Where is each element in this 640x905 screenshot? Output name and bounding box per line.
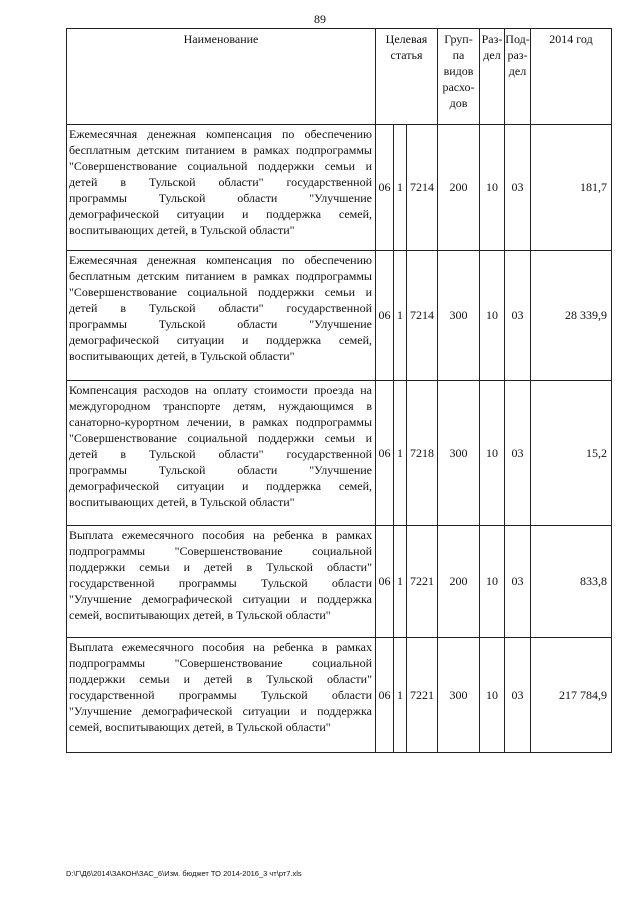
row-program: 06 xyxy=(376,638,394,753)
row-name-line: воспитывающих детей, в Тульской области" xyxy=(69,223,295,237)
row-name-line: воспитывающих детей, в Тульской области" xyxy=(69,349,295,363)
row-name-line: бесплатным детским питанием в рамках подпрограммы xyxy=(69,269,372,283)
row-name xyxy=(67,381,376,526)
row-section: 10 xyxy=(480,381,505,526)
row-expense-group: 300 xyxy=(438,251,480,381)
row-code: 7221 xyxy=(407,526,438,638)
table-row xyxy=(67,381,612,526)
header-target-article: Целевая статья xyxy=(376,29,438,125)
row-expense-group: 300 xyxy=(438,381,480,526)
row-code: 7214 xyxy=(407,251,438,381)
table-row xyxy=(67,526,612,638)
row-amount: 833,8 xyxy=(531,526,612,638)
table-row xyxy=(67,638,612,753)
row-name-line: поддержки семьи и детей в Тульской области" xyxy=(69,672,372,686)
row-code: 7221 xyxy=(407,638,438,753)
table-row xyxy=(67,125,612,251)
row-section: 10 xyxy=(480,526,505,638)
row-subprogram: 1 xyxy=(394,526,407,638)
row-name-line: государственной программы Тульской области xyxy=(69,688,372,702)
row-amount: 15,2 xyxy=(531,381,612,526)
row-subprogram: 1 xyxy=(394,638,407,753)
table-row xyxy=(67,251,612,381)
budget-table xyxy=(66,28,612,753)
row-subsection: 03 xyxy=(505,381,531,526)
row-name-line: "Совершенствование социальной поддержки семьи и xyxy=(69,285,372,299)
row-section: 10 xyxy=(480,251,505,381)
row-name-line: воспитывающих детей, в Тульской области" xyxy=(69,495,295,509)
row-program: 06 xyxy=(376,125,394,251)
row-name-line: демографической ситуации и поддержка семей, xyxy=(69,333,372,347)
row-name-line: государственной программы Тульской области xyxy=(69,576,372,590)
row-name xyxy=(67,251,376,381)
row-name-line: подпрограммы "Совершенствование социальной xyxy=(69,544,372,558)
row-program: 06 xyxy=(376,526,394,638)
row-name-line: "Совершенствование социальной поддержки семьи и xyxy=(69,431,372,445)
row-name-line: программы Тульской области "Улучшение xyxy=(69,191,372,205)
row-subsection: 03 xyxy=(505,638,531,753)
row-name-line: "Совершенствование социальной поддержки семьи и xyxy=(69,159,372,173)
row-section: 10 xyxy=(480,125,505,251)
row-name-line: семей, воспитывающих детей, в Тульской области" xyxy=(69,608,331,622)
row-name-line: Выплата ежемесячного пособия на ребенка в рамках xyxy=(69,640,372,654)
row-name xyxy=(67,526,376,638)
row-name-line: Выплата ежемесячного пособия на ребенка в рамках xyxy=(69,528,372,542)
table-header-row xyxy=(67,29,612,125)
row-name-line: междугородном транспорте детям, нуждающимся в xyxy=(69,399,372,413)
row-name-line: "Улучшение демографической ситуации и поддержка xyxy=(69,704,372,718)
row-name-line: Компенсация расходов на оплату стоимости проезда на xyxy=(69,383,372,397)
row-section: 10 xyxy=(480,638,505,753)
row-name-line: бесплатным детским питанием в рамках подпрограммы xyxy=(69,143,372,157)
row-name-line: "Улучшение демографической ситуации и поддержка xyxy=(69,592,372,606)
row-name-line: санаторно-курортном лечении, в рамках подпрограммы xyxy=(69,415,372,429)
row-name xyxy=(67,125,376,251)
row-name-line: семей, воспитывающих детей, в Тульской области" xyxy=(69,720,331,734)
row-name-line: детей в Тульской области" государственной xyxy=(69,175,372,189)
row-name-line: программы Тульской области "Улучшение xyxy=(69,463,372,477)
row-subsection: 03 xyxy=(505,251,531,381)
row-subprogram: 1 xyxy=(394,381,407,526)
row-name-line: подпрограммы "Совершенствование социальной xyxy=(69,656,372,670)
row-subprogram: 1 xyxy=(394,125,407,251)
header-section: Раз- дел xyxy=(480,29,505,125)
row-name-line: детей в Тульской области" государственной xyxy=(69,447,372,461)
row-amount: 181,7 xyxy=(531,125,612,251)
row-name-line: Ежемесячная денежная компенсация по обеспечению xyxy=(69,127,372,141)
page-number: 89 xyxy=(314,12,326,26)
row-expense-group: 200 xyxy=(438,526,480,638)
row-name-line: демографической ситуации и поддержка семей, xyxy=(69,207,372,221)
row-amount: 217 784,9 xyxy=(531,638,612,753)
row-name-line: программы Тульской области "Улучшение xyxy=(69,317,372,331)
header-name: Наименование xyxy=(67,29,376,125)
row-code: 7214 xyxy=(407,125,438,251)
file-path-footer: D:\Г\Д6\2014\ЗАКОН\ЗАС_6\Изм. бюджет ТО 2014-2016_3 чт\рт7.xls xyxy=(66,869,302,878)
row-amount: 28 339,9 xyxy=(531,251,612,381)
header-subsection: Под- раз- дел xyxy=(505,29,531,125)
row-program: 06 xyxy=(376,381,394,526)
row-name-line: демографической ситуации и поддержка семей, xyxy=(69,479,372,493)
row-program: 06 xyxy=(376,251,394,381)
row-subsection: 03 xyxy=(505,125,531,251)
header-expense-group: Груп- па видов расхо- дов xyxy=(438,29,480,125)
row-subprogram: 1 xyxy=(394,251,407,381)
row-subsection: 03 xyxy=(505,526,531,638)
row-name-line: поддержки семьи и детей в Тульской области" xyxy=(69,560,372,574)
row-name-line: Ежемесячная денежная компенсация по обеспечению xyxy=(69,253,372,267)
row-expense-group: 300 xyxy=(438,638,480,753)
row-name-line: детей в Тульской области" государственной xyxy=(69,301,372,315)
row-code: 7218 xyxy=(407,381,438,526)
row-expense-group: 200 xyxy=(438,125,480,251)
row-name xyxy=(67,638,376,753)
header-year: 2014 год xyxy=(531,29,612,125)
